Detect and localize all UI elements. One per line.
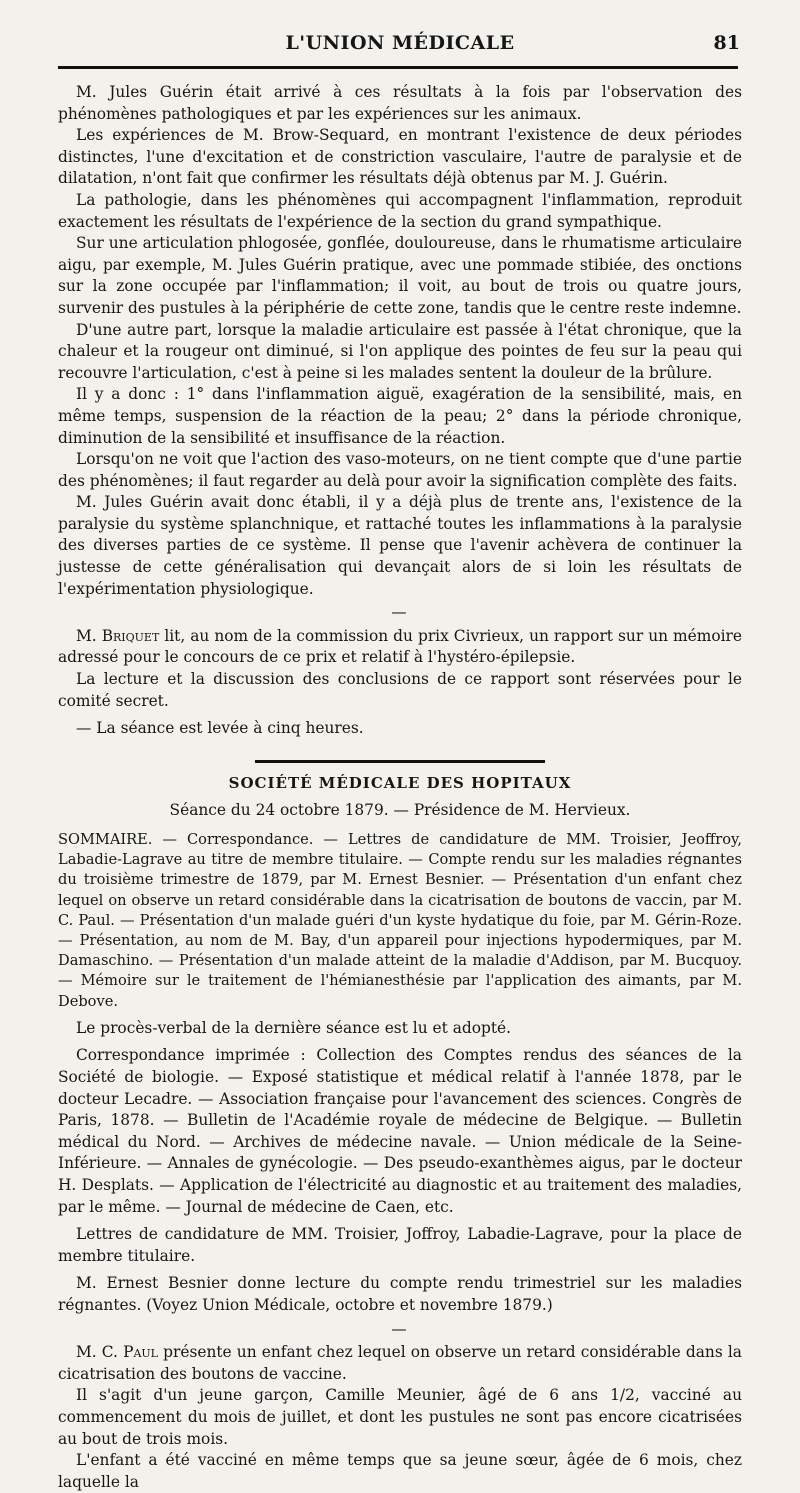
separator-dash: — xyxy=(391,1319,409,1338)
header-rule xyxy=(58,66,738,69)
paragraph: Lorsqu'on ne voit que l'action des vaso-moteurs, on ne tient compte que d'une partie des phénomènes; il faut regarder au delà pour avoir la signification complète des faits. xyxy=(58,450,742,490)
closing-line: — La séance est levée à cinq heures. xyxy=(76,719,364,738)
sommaire-block xyxy=(58,830,742,1012)
paragraph: La pathologie, dans les phénomènes qui accompagnent l'inflammation, reproduit exactement les résultats de l'expérience de la section du grand sympathique. xyxy=(58,190,742,231)
speaker-text: présente un enfant chez lequel on observe un retard considérable dans la cicatrisation des boutons de vaccine. xyxy=(58,1343,742,1383)
paragraph: Sur une articulation phlogosée, gonflée, douloureuse, dans le rhumatisme articulaire aigu, par exemple, M. Jules Guérin pratique, avec une pommade stibiée, des onctions sur la zone occupée par l'inflammation; il voit, au bout de trois ou quatre jours, survenir des pustules à la périphérie de cette zone, tandis que le centre reste indemne. xyxy=(58,234,742,317)
paragraph: D'une autre part, lorsque la maladie articulaire est passée à l'état chronique, que la chaleur et la rougeur ont diminué, si l'on applique des pointes de feu sur la peau qui recouvre l'articulation, c'est à peine si les malades sentent la douleur de la brûlure. xyxy=(58,320,742,382)
paragraph: Correspondance imprimée : Collection des Comptes rendus des séances de la Société de biologie. — Exposé statistique et médical relatif à l'année 1878, par le docteur Lecadre. — Association française pour l'avancement des sciences. Congrès de Paris, 1878. — Bulletin de l'Académie royale de médecine de Belgique. — Bulletin médical du Nord. — Archives de médecine navale. — Union médicale de la Seine-Inférieure. — Annales de gynécologie. — Des pseudo-exanthèmes aigus, par le docteur H. Desplats. — Application de l'électricité au diagnostic et au traitement des maladies, par le même. — Journal de médecine de Caen, etc. xyxy=(58,1046,742,1216)
page-header xyxy=(60,32,740,58)
paragraph: M. Jules Guérin était arrivé à ces résultats à la fois par l'observation des phénomènes pathologiques et par les expériences sur les animaux. xyxy=(58,83,742,123)
sommaire-label: SOMMAIRE. xyxy=(58,831,153,848)
journal-title: L'UNION MÉDICALE xyxy=(285,32,515,54)
paragraph: Il s'agit d'un jeune garçon, Camille Meunier, âgé de 6 ans 1/2, vacciné au commencement du mois de juillet, et dont les pustules ne sont pas encore cicatrisées au bout de trois mois. xyxy=(58,1386,742,1448)
section-rule xyxy=(255,760,545,763)
section-title: SOCIÉTÉ MÉDICALE DES HOPITAUX xyxy=(228,773,572,792)
section-subtitle: Séance du 24 octobre 1879. — Présidence de M. Hervieux. xyxy=(169,801,631,820)
paragraph: Les expériences de M. Brow-Sequard, en montrant l'existence de deux périodes distinctes, l'une d'excitation et de constriction vasculaire, l'autre de paralysie et de dilatation, n'ont fait que confirmer les résultats déjà obtenus par M. J. Guérin. xyxy=(58,126,742,188)
paragraph: M. Ernest Besnier donne lecture du compte rendu trimestriel sur les maladies régnantes. (Voyez Union Médicale, octobre et novembre 1879.) xyxy=(58,1274,742,1314)
speaker-name: Briquet xyxy=(101,626,160,645)
sommaire-text: — Correspondance. — Lettres de candidature de MM. Troisier, Jeoffroy, Labadie-Lagrave au titre de membre titulaire. — Compte rendu sur les maladies régnantes du troisième trimestre de 1879, par M. Ernest Besnier. — Présentation d'un enfant chez lequel on observe un retard considérable dans la cicatrisation de boutons de vaccin, par M. C. Paul. — Présentation d'un malade guéri d'un kyste hydatique du foie, par M. Gérin-Roze. — Présentation, au nom de M. Bay, d'un appareil pour injections hypodermiques, par M. Damaschino. — Présentation d'un malade atteint de la maladie d'Addison, par M. Bucquoy. — Mémoire sur le traitement de l'hémianesthésie par l'application des aimants, par M. Debove. xyxy=(58,831,743,1010)
speaker-name: Paul xyxy=(123,1343,158,1362)
page-number: 81 xyxy=(713,32,740,54)
briquet-paragraph xyxy=(58,626,742,669)
speaker-prefix: M. xyxy=(76,626,97,645)
paragraph: Lettres de candidature de MM. Troisier, Joffroy, Labadie-Lagrave, pour la place de membre titulaire. xyxy=(58,1225,742,1265)
paragraph: M. Jules Guérin avait donc établi, il y a déjà plus de trente ans, l'existence de la paralysie du système splanchnique, et rattaché toutes les inflammations à la paralysie des diverses parties de ce système. Il pense que l'avenir achèvera de continuer la justesse de cette généralisation qui devançait alors de si loin les résultats de l'expérimentation physiologique. xyxy=(58,493,742,598)
separator-dash: — xyxy=(391,603,409,622)
speaker-text: lit, au nom de la commission du prix Civrieux, un rapport sur un mémoire adressé pour le concours de ce prix et relatif à l'hystéro-épilepsie. xyxy=(58,626,742,667)
paragraph: L'enfant a été vacciné en même temps que sa jeune sœur, âgée de 6 mois, chez laquelle la xyxy=(58,1451,742,1491)
paragraph: Le procès-verbal de la dernière séance est lu et adopté. xyxy=(76,1018,512,1037)
paragraph: Il y a donc : 1° dans l'inflammation aiguë, exagération de la sensibilité, mais, en même temps, suspension de la réaction de la peau; 2° dans la période chronique, diminution de la sensibilité et insuffisance de la réaction. xyxy=(58,385,742,447)
text-column xyxy=(58,82,742,1493)
speaker-prefix: M. C. xyxy=(76,1343,118,1362)
paul-paragraph xyxy=(58,1342,742,1385)
paragraph: La lecture et la discussion des conclusions de ce rapport sont réservées pour le comité secret. xyxy=(58,670,742,710)
